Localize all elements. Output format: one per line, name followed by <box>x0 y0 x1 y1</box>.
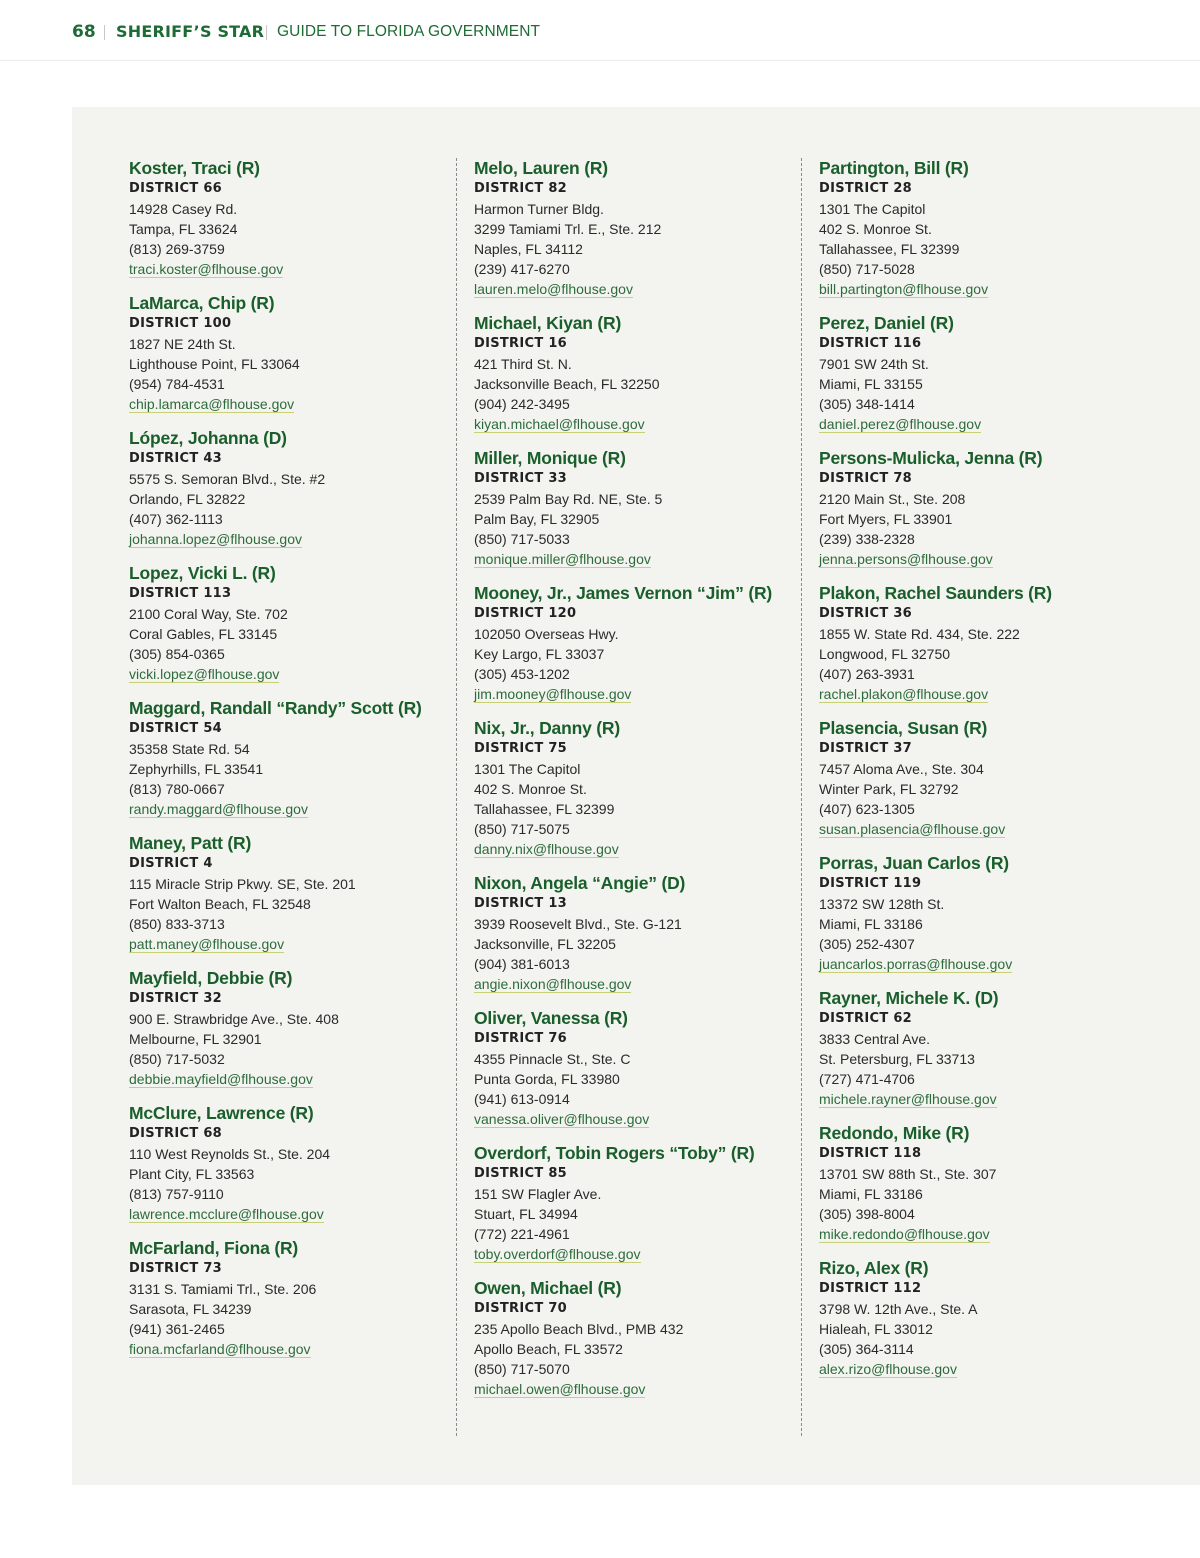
email-text: jim.mooney@flhouse.gov <box>474 686 632 702</box>
email-link[interactable] <box>129 1339 449 1359</box>
email-text: johanna.lopez@flhouse.gov <box>129 531 303 547</box>
legislator-entry <box>129 697 449 819</box>
address-line: Palm Bay, FL 32905 <box>474 511 600 527</box>
email-link[interactable] <box>819 1089 1139 1109</box>
phone-number: (850) 717-5075 <box>474 821 570 837</box>
district-label: DISTRICT 16 <box>474 336 568 351</box>
address-line: Lighthouse Point, FL 33064 <box>129 356 300 372</box>
legislator-name: Miller, Monique (R) <box>474 448 626 468</box>
district-label: DISTRICT 76 <box>474 1031 568 1046</box>
district-label: DISTRICT 13 <box>474 896 568 911</box>
phone-number: (407) 362-1113 <box>129 511 223 527</box>
email-link[interactable] <box>474 1109 794 1129</box>
legislator-name: Oliver, Vanessa (R) <box>474 1008 628 1028</box>
address-line: Tallahassee, FL 32399 <box>474 801 615 817</box>
address-line: Zephyrhills, FL 33541 <box>129 761 264 777</box>
address-line: 3299 Tamiami Trl. E., Ste. 212 <box>474 221 662 237</box>
address-line: 151 SW Flagler Ave. <box>474 1186 602 1202</box>
email-text: monique.miller@flhouse.gov <box>474 551 651 567</box>
legislator-entry <box>474 447 794 569</box>
legislator-name: Melo, Lauren (R) <box>474 158 608 178</box>
district-label: DISTRICT 118 <box>819 1146 922 1161</box>
address-line: Miami, FL 33155 <box>819 376 923 392</box>
district-label: DISTRICT 119 <box>819 876 922 891</box>
phone-number: (904) 381-6013 <box>474 956 570 972</box>
address-line: 14928 Casey Rd. <box>129 201 238 217</box>
email-link[interactable] <box>819 414 1139 434</box>
directory-column-2 <box>474 157 794 1399</box>
address-line: 7901 SW 24th St. <box>819 356 929 372</box>
phone-number: (850) 717-5033 <box>474 531 570 547</box>
phone-number: (407) 623-1305 <box>819 801 915 817</box>
address-line: 35358 State Rd. 54 <box>129 741 250 757</box>
address-line: Miami, FL 33186 <box>819 916 923 932</box>
address-line: 13372 SW 128th St. <box>819 896 945 912</box>
legislator-name: Rayner, Michele K. (D) <box>819 988 999 1008</box>
address-line: 3833 Central Ave. <box>819 1031 931 1047</box>
phone-number: (813) 269-3759 <box>129 241 225 257</box>
phone-number: (305) 364-3114 <box>819 1341 914 1357</box>
legislator-entry <box>474 872 794 994</box>
address-line: 115 Miracle Strip Pkwy. SE, Ste. 201 <box>129 876 356 892</box>
email-text: susan.plasencia@flhouse.gov <box>819 821 1006 837</box>
legislator-name: Porras, Juan Carlos (R) <box>819 853 1009 873</box>
district-label: DISTRICT 78 <box>819 471 913 486</box>
legislator-name: Rizo, Alex (R) <box>819 1258 929 1278</box>
district-label: DISTRICT 66 <box>129 181 223 196</box>
address-line: Fort Walton Beach, FL 32548 <box>129 896 311 912</box>
email-link[interactable] <box>129 934 449 954</box>
legislator-name: Overdorf, Tobin Rogers “Toby” (R) <box>474 1143 755 1163</box>
address-line: Harmon Turner Bldg. <box>474 201 604 217</box>
address-line: 13701 SW 88th St., Ste. 307 <box>819 1166 997 1182</box>
legislator-entry <box>474 717 794 859</box>
email-text: alex.rizo@flhouse.gov <box>819 1361 957 1377</box>
district-label: DISTRICT 120 <box>474 606 577 621</box>
email-text: jenna.persons@flhouse.gov <box>819 551 993 567</box>
legislator-name: Persons-Mulicka, Jenna (R) <box>819 448 1043 468</box>
address-line: Miami, FL 33186 <box>819 1186 923 1202</box>
phone-number: (305) 348-1414 <box>819 396 915 412</box>
address-line: Tampa, FL 33624 <box>129 221 238 237</box>
email-text: michael.owen@flhouse.gov <box>474 1381 646 1397</box>
phone-number: (305) 252-4307 <box>819 936 915 952</box>
phone-number: (305) 854-0365 <box>129 646 225 662</box>
address-line: 402 S. Monroe St. <box>474 781 587 797</box>
email-link[interactable] <box>474 1379 794 1399</box>
address-line: 3798 W. 12th Ave., Ste. A <box>819 1301 978 1317</box>
phone-number: (954) 784-4531 <box>129 376 225 392</box>
legislator-name: LaMarca, Chip (R) <box>129 293 275 313</box>
email-text: juancarlos.porras@flhouse.gov <box>819 956 1013 972</box>
email-link[interactable] <box>474 549 794 569</box>
address-line: Winter Park, FL 32792 <box>819 781 959 797</box>
phone-number: (305) 453-1202 <box>474 666 570 682</box>
address-line: 1827 NE 24th St. <box>129 336 236 352</box>
legislator-name: Mayfield, Debbie (R) <box>129 968 293 988</box>
district-label: DISTRICT 43 <box>129 451 223 466</box>
legislator-name: Maney, Patt (R) <box>129 833 252 853</box>
district-label: DISTRICT 54 <box>129 721 223 736</box>
address-line: Stuart, FL 34994 <box>474 1206 578 1222</box>
district-label: DISTRICT 85 <box>474 1166 568 1181</box>
phone-number: (941) 361-2465 <box>129 1321 225 1337</box>
legislator-name: Mooney, Jr., James Vernon “Jim” (R) <box>474 583 773 603</box>
header-divider <box>266 25 267 40</box>
legislator-name: McClure, Lawrence (R) <box>129 1103 314 1123</box>
district-label: DISTRICT 70 <box>474 1301 568 1316</box>
email-link[interactable] <box>129 799 449 819</box>
email-link[interactable] <box>819 954 1139 974</box>
legislator-name: McFarland, Fiona (R) <box>129 1238 299 1258</box>
address-line: 102050 Overseas Hwy. <box>474 626 619 642</box>
email-text: daniel.perez@flhouse.gov <box>819 416 982 432</box>
email-link[interactable] <box>819 1224 1139 1244</box>
email-text: traci.koster@flhouse.gov <box>129 261 284 277</box>
address-line: 421 Third St. N. <box>474 356 572 372</box>
address-line: 900 E. Strawbridge Ave., Ste. 408 <box>129 1011 339 1027</box>
publication-title: SHERIFF’S STAR <box>116 22 265 41</box>
email-text: michele.rayner@flhouse.gov <box>819 1091 997 1107</box>
legislator-entry <box>819 157 1139 299</box>
email-link[interactable] <box>129 1204 449 1224</box>
email-text: debbie.mayfield@flhouse.gov <box>129 1071 313 1087</box>
legislator-entry <box>474 582 794 704</box>
address-line: Punta Gorda, FL 33980 <box>474 1071 620 1087</box>
legislator-entry <box>474 1007 794 1129</box>
phone-number: (772) 221-4961 <box>474 1226 570 1242</box>
legislator-name: Redondo, Mike (R) <box>819 1123 970 1143</box>
address-line: 235 Apollo Beach Blvd., PMB 432 <box>474 1321 684 1337</box>
address-line: Coral Gables, FL 33145 <box>129 626 278 642</box>
phone-number: (813) 780-0667 <box>129 781 225 797</box>
address-line: 2100 Coral Way, Ste. 702 <box>129 606 288 622</box>
address-line: 3939 Roosevelt Blvd., Ste. G-121 <box>474 916 682 932</box>
legislator-name: Owen, Michael (R) <box>474 1278 622 1298</box>
section-title: GUIDE TO FLORIDA GOVERNMENT <box>277 23 541 40</box>
email-link[interactable] <box>474 1244 794 1264</box>
header-divider <box>104 25 105 40</box>
address-line: Hialeah, FL 33012 <box>819 1321 933 1337</box>
email-link[interactable] <box>474 279 794 299</box>
phone-number: (813) 757-9110 <box>129 1186 224 1202</box>
email-link[interactable] <box>129 394 449 414</box>
email-link[interactable] <box>129 529 449 549</box>
district-label: DISTRICT 68 <box>129 1126 223 1141</box>
address-line: Fort Myers, FL 33901 <box>819 511 953 527</box>
legislator-entry <box>474 1142 794 1264</box>
email-link[interactable] <box>474 839 794 859</box>
legislator-entry <box>129 1237 449 1359</box>
legislator-entry <box>819 1257 1139 1379</box>
address-line: Plant City, FL 33563 <box>129 1166 255 1182</box>
email-text: angie.nixon@flhouse.gov <box>474 976 632 992</box>
district-label: DISTRICT 28 <box>819 181 913 196</box>
email-link[interactable] <box>129 664 449 684</box>
legislator-entry <box>819 852 1139 974</box>
district-label: DISTRICT 112 <box>819 1281 922 1296</box>
address-line: 402 S. Monroe St. <box>819 221 932 237</box>
email-text: bill.partington@flhouse.gov <box>819 281 989 297</box>
email-text: vicki.lopez@flhouse.gov <box>129 666 280 682</box>
address-line: Jacksonville, FL 32205 <box>474 936 616 952</box>
address-line: 5575 S. Semoran Blvd., Ste. #2 <box>129 471 326 487</box>
address-line: 1301 The Capitol <box>819 201 926 217</box>
address-line: 7457 Aloma Ave., Ste. 304 <box>819 761 984 777</box>
phone-number: (407) 263-3931 <box>819 666 915 682</box>
legislator-entry <box>129 832 449 954</box>
district-label: DISTRICT 113 <box>129 586 232 601</box>
email-link[interactable] <box>819 684 1139 704</box>
phone-number: (305) 398-8004 <box>819 1206 915 1222</box>
legislator-name: Nix, Jr., Danny (R) <box>474 718 620 738</box>
address-line: Orlando, FL 32822 <box>129 491 246 507</box>
district-label: DISTRICT 33 <box>474 471 568 486</box>
email-link[interactable] <box>129 259 449 279</box>
legislator-entry <box>129 1102 449 1224</box>
legislator-entry <box>819 447 1139 569</box>
email-link[interactable] <box>819 279 1139 299</box>
email-link[interactable] <box>129 1069 449 1089</box>
legislator-entry <box>474 1277 794 1399</box>
address-line: Key Largo, FL 33037 <box>474 646 605 662</box>
legislator-entry <box>819 987 1139 1109</box>
legislator-name: Lopez, Vicki L. (R) <box>129 563 276 583</box>
phone-number: (727) 471-4706 <box>819 1071 915 1087</box>
address-line: Sarasota, FL 34239 <box>129 1301 252 1317</box>
email-link[interactable] <box>474 414 794 434</box>
district-label: DISTRICT 73 <box>129 1261 223 1276</box>
phone-number: (239) 417-6270 <box>474 261 570 277</box>
phone-number: (850) 833-3713 <box>129 916 225 932</box>
legislator-entry <box>129 292 449 414</box>
legislator-name: López, Johanna (D) <box>129 428 287 448</box>
district-label: DISTRICT 62 <box>819 1011 913 1026</box>
legislator-entry <box>819 582 1139 704</box>
legislator-name: Partington, Bill (R) <box>819 158 969 178</box>
email-text: kiyan.michael@flhouse.gov <box>474 416 645 432</box>
phone-number: (239) 338-2328 <box>819 531 915 547</box>
district-label: DISTRICT 37 <box>819 741 913 756</box>
legislator-entry <box>129 157 449 279</box>
email-text: toby.overdorf@flhouse.gov <box>474 1246 641 1262</box>
column-divider <box>801 158 802 1436</box>
phone-number: (904) 242-3495 <box>474 396 570 412</box>
district-label: DISTRICT 116 <box>819 336 922 351</box>
legislator-name: Plakon, Rachel Saunders (R) <box>819 583 1052 603</box>
legislator-name: Nixon, Angela “Angie” (D) <box>474 873 686 893</box>
email-link[interactable] <box>819 819 1139 839</box>
legislator-entry <box>474 157 794 299</box>
page-header <box>0 0 1200 61</box>
address-line: Tallahassee, FL 32399 <box>819 241 960 257</box>
legislator-name: Plasencia, Susan (R) <box>819 718 988 738</box>
directory-column-3 <box>819 157 1139 1379</box>
email-text: chip.lamarca@flhouse.gov <box>129 396 295 412</box>
email-text: mike.redondo@flhouse.gov <box>819 1226 990 1242</box>
address-line: Apollo Beach, FL 33572 <box>474 1341 623 1357</box>
address-line: 1301 The Capitol <box>474 761 581 777</box>
address-line: 4355 Pinnacle St., Ste. C <box>474 1051 631 1067</box>
email-text: lauren.melo@flhouse.gov <box>474 281 633 297</box>
page-number: 68 <box>72 22 96 42</box>
address-line: Longwood, FL 32750 <box>819 646 951 662</box>
district-label: DISTRICT 36 <box>819 606 913 621</box>
legislator-entry <box>819 717 1139 839</box>
email-link[interactable] <box>819 1359 1139 1379</box>
district-label: DISTRICT 4 <box>129 856 213 871</box>
address-line: 2539 Palm Bay Rd. NE, Ste. 5 <box>474 491 663 507</box>
legislator-entry <box>129 427 449 549</box>
district-label: DISTRICT 32 <box>129 991 223 1006</box>
email-link[interactable] <box>474 684 794 704</box>
legislator-name: Koster, Traci (R) <box>129 158 260 178</box>
legislator-entry <box>819 1122 1139 1244</box>
district-label: DISTRICT 82 <box>474 181 568 196</box>
legislator-name: Perez, Daniel (R) <box>819 313 954 333</box>
legislator-entry <box>129 967 449 1089</box>
column-divider <box>456 158 457 1436</box>
email-text: lawrence.mcclure@flhouse.gov <box>129 1206 324 1222</box>
phone-number: (850) 717-5070 <box>474 1361 570 1377</box>
email-link[interactable] <box>819 549 1139 569</box>
address-line: 2120 Main St., Ste. 208 <box>819 491 966 507</box>
email-text: randy.maggard@flhouse.gov <box>129 801 308 817</box>
address-line: Melbourne, FL 32901 <box>129 1031 262 1047</box>
phone-number: (850) 717-5032 <box>129 1051 225 1067</box>
district-label: DISTRICT 75 <box>474 741 568 756</box>
district-label: DISTRICT 100 <box>129 316 232 331</box>
email-text: fiona.mcfarland@flhouse.gov <box>129 1341 311 1357</box>
email-text: danny.nix@flhouse.gov <box>474 841 619 857</box>
legislator-name: Maggard, Randall “Randy” Scott (R) <box>129 698 422 718</box>
address-line: Naples, FL 34112 <box>474 241 583 257</box>
legislator-name: Michael, Kiyan (R) <box>474 313 622 333</box>
phone-number: (941) 613-0914 <box>474 1091 570 1107</box>
legislator-entry <box>474 312 794 434</box>
legislator-entry <box>129 562 449 684</box>
legislator-entry <box>819 312 1139 434</box>
email-text: patt.maney@flhouse.gov <box>129 936 285 952</box>
address-line: St. Petersburg, FL 33713 <box>819 1051 975 1067</box>
address-line: Jacksonville Beach, FL 32250 <box>474 376 660 392</box>
email-text: rachel.plakon@flhouse.gov <box>819 686 989 702</box>
directory-column-1 <box>129 157 449 1359</box>
email-text: vanessa.oliver@flhouse.gov <box>474 1111 650 1127</box>
address-line: 1855 W. State Rd. 434, Ste. 222 <box>819 626 1020 642</box>
phone-number: (850) 717-5028 <box>819 261 915 277</box>
address-line: 110 West Reynolds St., Ste. 204 <box>129 1146 331 1162</box>
email-link[interactable] <box>474 974 794 994</box>
address-line: 3131 S. Tamiami Trl., Ste. 206 <box>129 1281 317 1297</box>
